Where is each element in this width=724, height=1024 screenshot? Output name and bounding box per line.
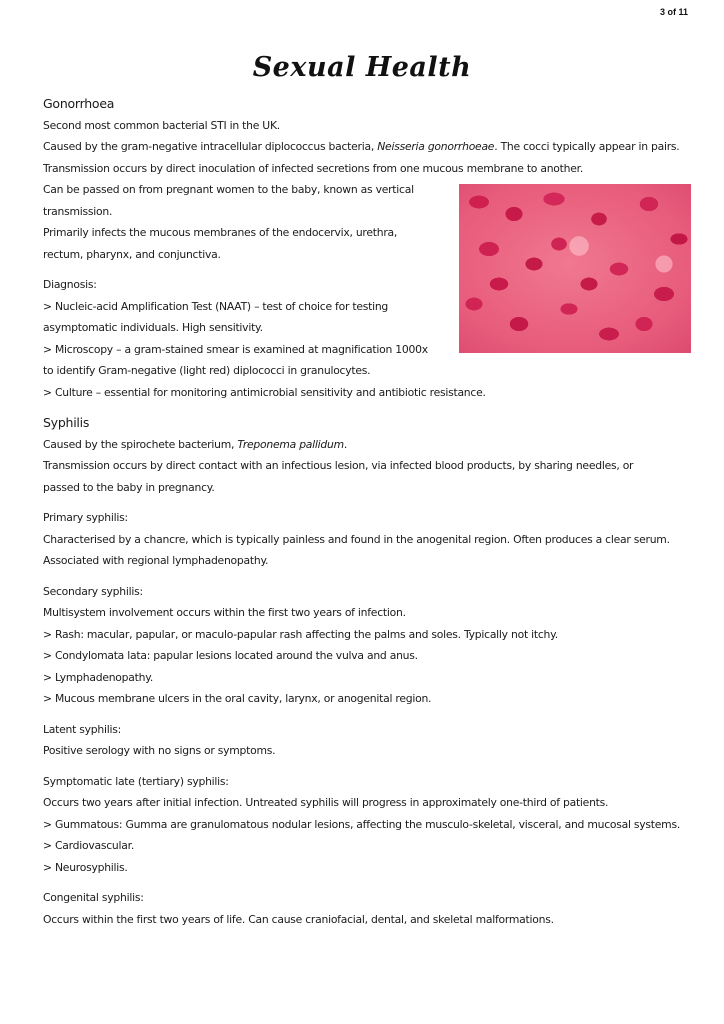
gonorrhoea-line: Can be passed on from pregnant women to the baby, known as vertical bbox=[43, 183, 414, 196]
page-title: Sexual Health bbox=[252, 52, 472, 83]
primary-syphilis-line: Characterised by a chancre, which is typically painless and found in the anogenital region. Often produces a clear serum. bbox=[43, 532, 670, 546]
syphilis-line bbox=[43, 434, 693, 456]
secondary-syphilis-line: > Rash: macular, papular, or maculo-papular rash affecting the palms and soles. Typically not itchy. bbox=[43, 627, 558, 641]
gonorrhoea-line: transmission. bbox=[43, 204, 113, 218]
gonorrhoea-line: Second most common bacterial STI in the UK. bbox=[43, 118, 280, 132]
congenital-syphilis-line: Occurs within the first two years of life. Can cause craniofacial, dental, and skeletal malformations. bbox=[43, 912, 554, 926]
secondary-syphilis-line: > Mucous membrane ulcers in the oral cavity, larynx, or anogenital region. bbox=[43, 692, 432, 705]
syphilis-heading: Syphilis bbox=[43, 415, 90, 430]
tertiary-syphilis-heading: Symptomatic late (tertiary) syphilis: bbox=[43, 774, 229, 788]
diagnosis-line: asymptomatic individuals. High sensitivity. bbox=[43, 321, 263, 334]
primary-syphilis-heading: Primary syphilis: bbox=[43, 511, 128, 524]
diagnosis-line: > Nucleic-acid Amplification Test (NAAT) – test of choice for testing bbox=[43, 299, 389, 313]
text-span: Caused by the gram-negative intracellular diplococcus bacteria, bbox=[43, 140, 378, 153]
gonorrhoea-heading: Gonorrhoea bbox=[43, 96, 115, 111]
species-name: Neisseria gonorrhoeae bbox=[377, 140, 495, 153]
text-span: Caused by the spirochete bacterium, bbox=[43, 437, 238, 451]
secondary-syphilis-heading: Secondary syphilis: bbox=[43, 584, 143, 598]
gonorrhoea-line: rectum, pharynx, and conjunctiva. bbox=[43, 247, 221, 261]
tertiary-syphilis-line: > Cardiovascular. bbox=[43, 839, 134, 852]
syphilis-line: Transmission occurs by direct contact with an infectious lesion, via infected blood products, by sharing needles, or bbox=[43, 459, 634, 472]
secondary-syphilis-line: > Lymphadenopathy. bbox=[43, 670, 153, 684]
primary-syphilis-line: Associated with regional lymphadenopathy. bbox=[43, 554, 269, 567]
diagnosis-line: to identify Gram-negative (light red) diplococci in granulocytes. bbox=[43, 364, 371, 377]
diagnosis-line: > Culture – essential for monitoring antimicrobial sensitivity and antibiotic resistance. bbox=[43, 385, 486, 399]
secondary-syphilis-line: Multisystem involvement occurs within the first two years of infection. bbox=[43, 606, 406, 619]
diagnosis-line: > Microscopy – a gram-stained smear is examined at magnification 1000x bbox=[43, 342, 428, 356]
gonorrhoea-line: Primarily infects the mucous membranes of the endocervix, urethra, bbox=[43, 226, 398, 239]
latent-syphilis-line: Positive serology with no signs or symptoms. bbox=[43, 744, 276, 757]
tertiary-syphilis-line: > Neurosyphilis. bbox=[43, 860, 128, 874]
gonorrhoea-line: Transmission occurs by direct inoculation of infected secretions from one mucous membrane to another. bbox=[43, 161, 584, 175]
text-span: . The cocci typically appear in pairs. bbox=[494, 140, 680, 153]
diagnosis-heading: Diagnosis: bbox=[43, 278, 97, 291]
tertiary-syphilis-line: Occurs two years after initial infection. Untreated syphilis will progress in approximately one-third of patients. bbox=[43, 796, 609, 809]
species-name: Treponema pallidum bbox=[237, 437, 344, 451]
notes-body bbox=[43, 93, 693, 930]
syphilis-line: passed to the baby in pregnancy. bbox=[43, 480, 215, 494]
tertiary-syphilis-line: > Gummatous: Gumma are granulomatous nodular lesions, affecting the musculo-skeletal, visceral, and mucosal systems. bbox=[43, 817, 681, 831]
secondary-syphilis-line: > Condylomata lata: papular lesions located around the vulva and anus. bbox=[43, 649, 418, 662]
page-number: 3 of 11 bbox=[659, 7, 688, 17]
congenital-syphilis-heading: Congenital syphilis: bbox=[43, 891, 144, 904]
latent-syphilis-heading: Latent syphilis: bbox=[43, 722, 121, 736]
gonorrhoea-line bbox=[43, 136, 693, 158]
text-span: . bbox=[343, 437, 348, 451]
